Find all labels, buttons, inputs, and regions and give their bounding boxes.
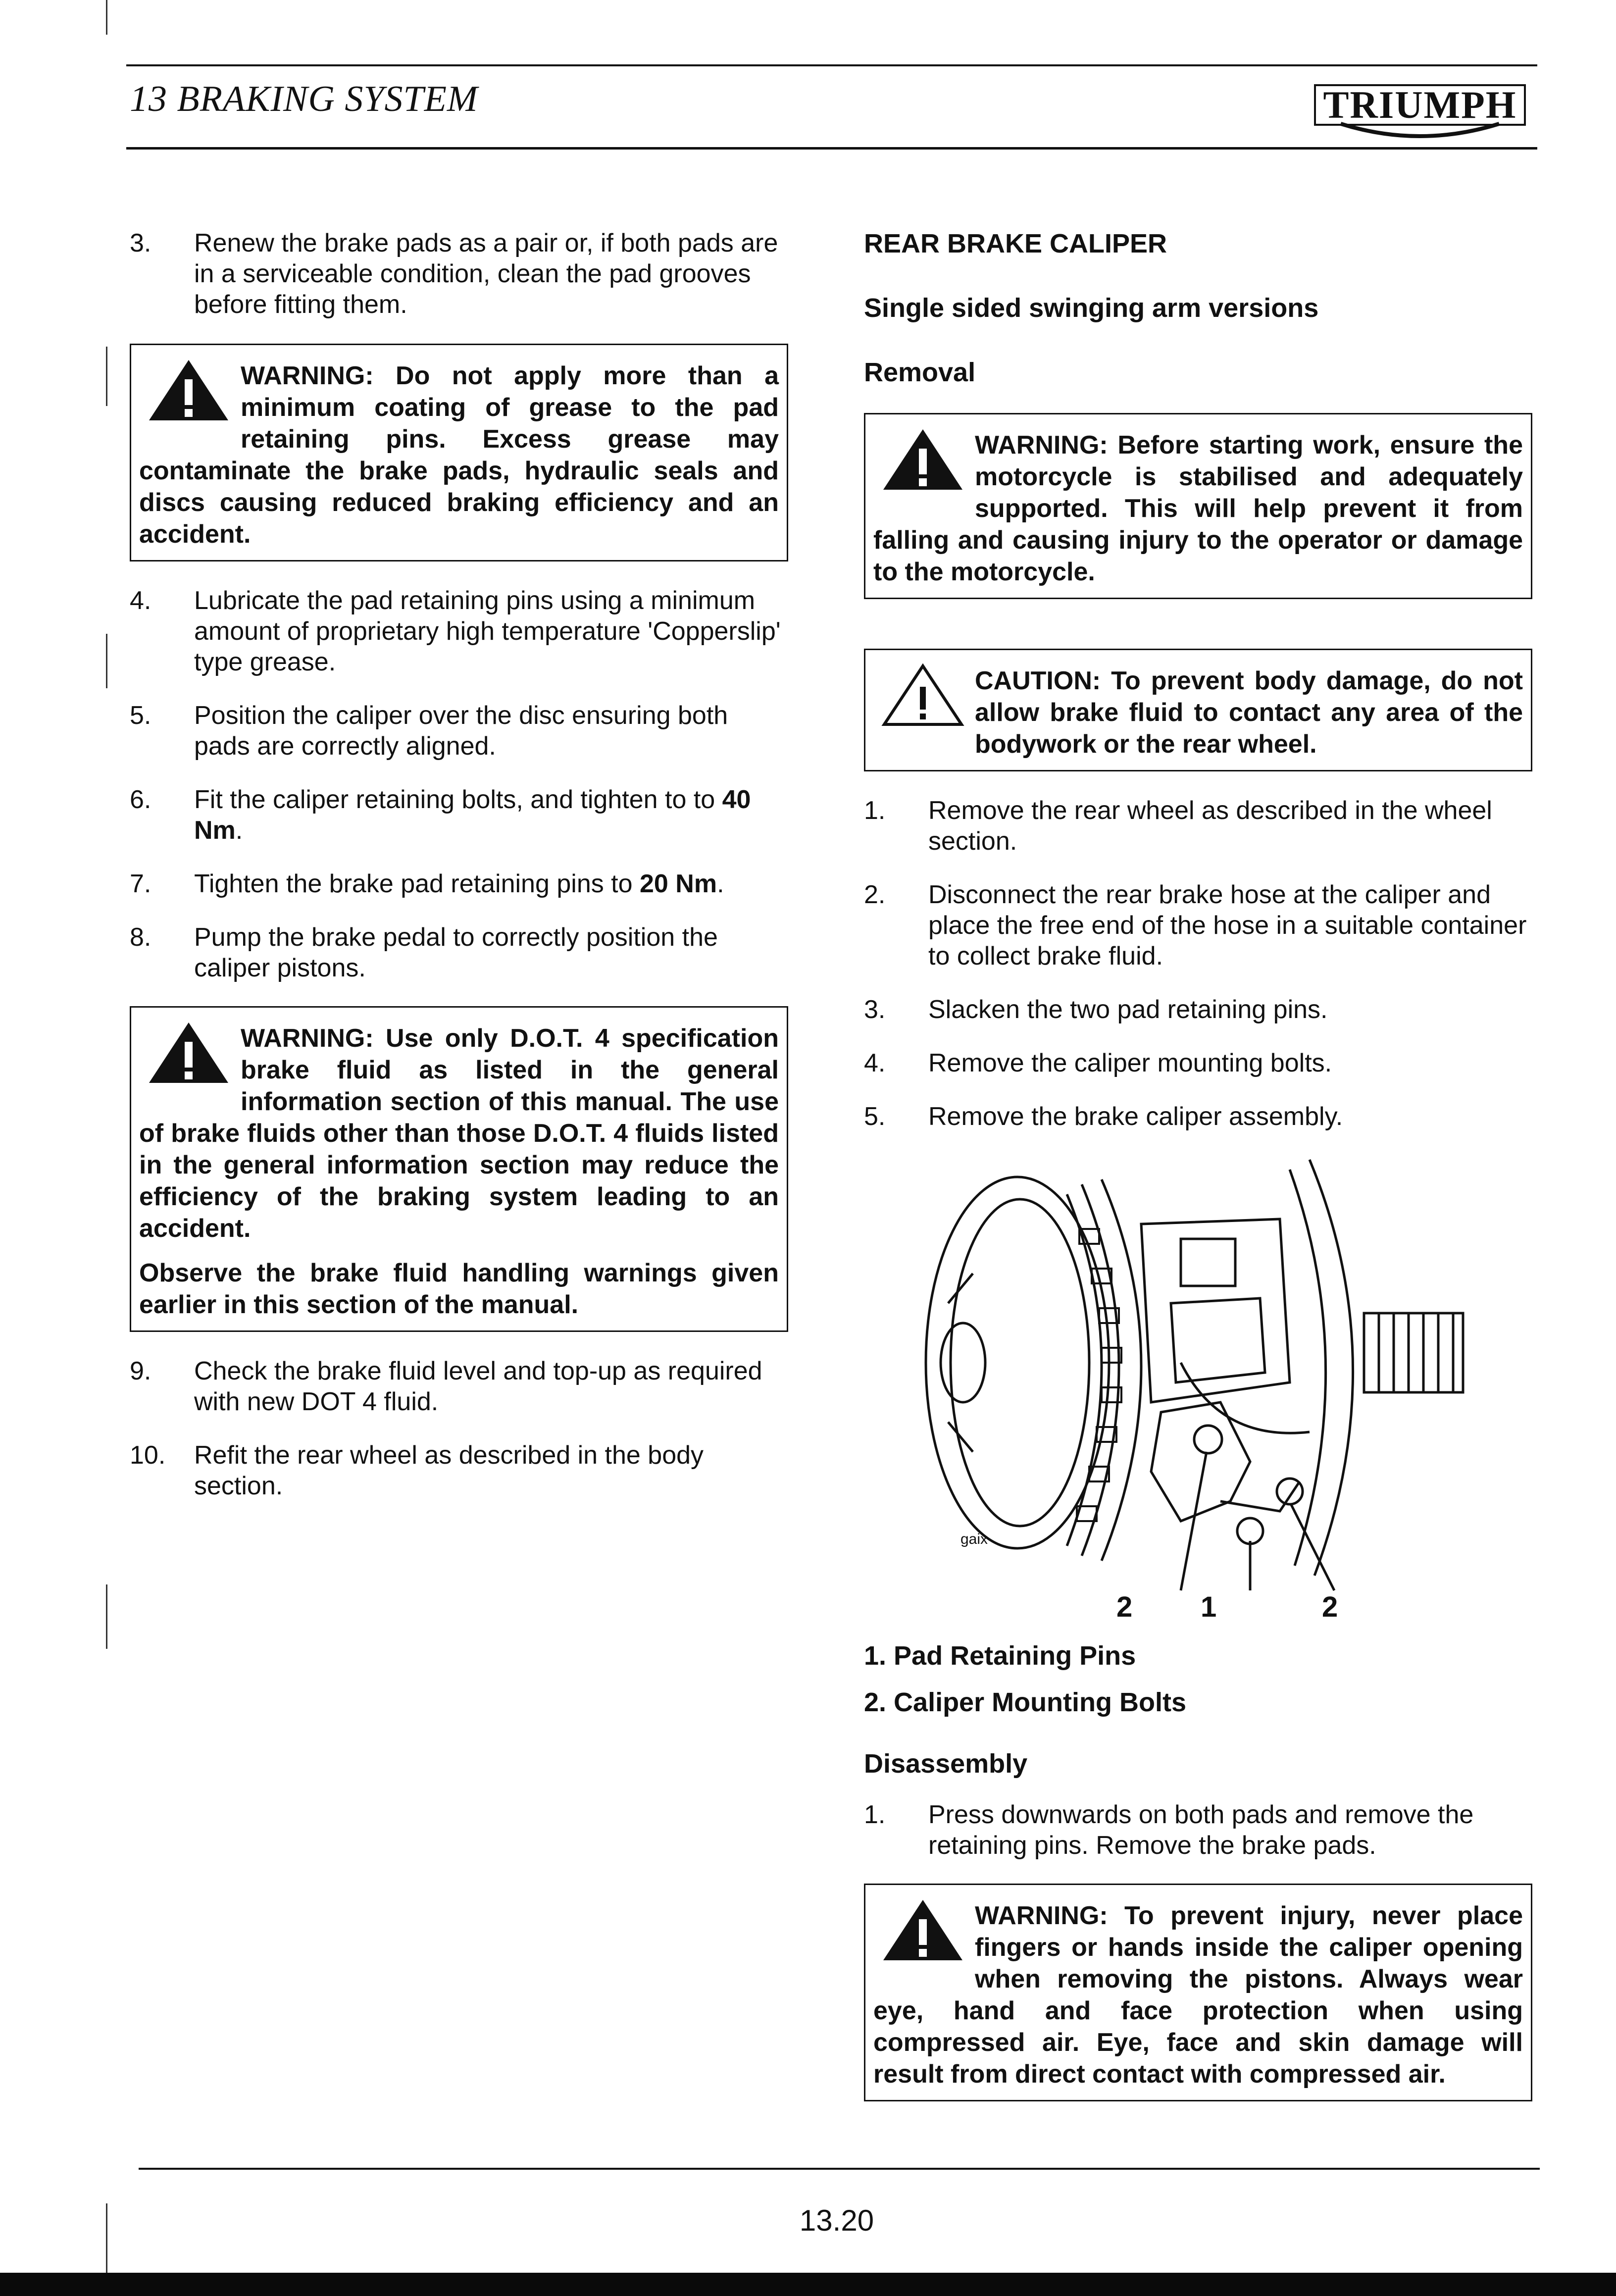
step-number: 4.: [130, 586, 152, 615]
figure-caption: 2. Caliper Mounting Bolts: [864, 1687, 1187, 1717]
header-rule-bottom: [126, 147, 1537, 150]
torque-value: 20 Nm: [640, 869, 717, 898]
warning-box: [130, 1006, 788, 1332]
warning-triangle-icon: [873, 426, 975, 493]
procedure-heading: Disassembly: [864, 1749, 1028, 1779]
list-item: [864, 1101, 1532, 1132]
step-text: Press downwards on both pads and remove the retaining pins. Remove the brake pads.: [928, 1800, 1474, 1860]
list-item: [130, 784, 788, 846]
step-number: 2.: [864, 880, 886, 909]
list-item: [130, 700, 788, 762]
step-number: 7.: [130, 869, 152, 898]
warning-box: [130, 344, 788, 561]
procedure-heading: Removal: [864, 357, 976, 387]
brake-caliper-drawing: [904, 1155, 1473, 1595]
list-item: [864, 795, 1532, 857]
figure-caption: 1. Pad Retaining Pins: [864, 1641, 1136, 1671]
figure-label: 1: [1201, 1591, 1217, 1623]
warning-box: [864, 1884, 1532, 2101]
list-item: [130, 922, 788, 983]
subsection-heading: Single sided swinging arm versions: [864, 293, 1319, 323]
footer-rule: [139, 2168, 1540, 2170]
step-list: [864, 1799, 1532, 1861]
step-text: Remove the brake caliper assembly.: [928, 1102, 1343, 1131]
binding-mark: [106, 634, 107, 688]
step-number: 3.: [864, 995, 886, 1024]
step-number: 5.: [130, 701, 152, 730]
list-item: [130, 868, 788, 899]
step-text: Fit the caliper retaining bolts, and tighten to to 40 Nm.: [194, 785, 751, 845]
warning-box: [864, 413, 1532, 599]
warning-text: WARNING: To prevent injury, never place fingers or hands inside the caliper opening when removing the pistons. Always wear eye, hand and face protection when using compressed air. Eye, face and skin damage will result from direct contact with compressed air.: [873, 1901, 1523, 2089]
warning-triangle-icon: [873, 1897, 975, 1964]
warning-text: WARNING: Before starting work, ensure the motorcycle is stabilised and adequately supported. This will help prevent it from falling and causing injury to the operator or damage to the motorcycle.: [873, 431, 1523, 586]
svg-text:TRIUMPH: TRIUMPH: [1323, 83, 1517, 126]
list-item: [130, 1356, 788, 1417]
step-list: [130, 585, 788, 983]
list-item: [864, 879, 1532, 971]
caution-box: [864, 649, 1532, 771]
figure-code: gaix: [960, 1531, 988, 1547]
step-text: Lubricate the pad retaining pins using a minimum amount of proprietary high temperature 'Copperslip' type grease.: [194, 586, 781, 676]
step-number: 10.: [130, 1441, 166, 1470]
binding-mark: [106, 2203, 107, 2273]
header-rule-top: [126, 64, 1537, 66]
step-text: Refit the rear wheel as described in the body section.: [194, 1441, 704, 1500]
step-text: Position the caliper over the disc ensuring both pads are correctly aligned.: [194, 701, 728, 761]
step-list: [864, 795, 1532, 1132]
list-item: [130, 1440, 788, 1501]
caliper-illustration: [864, 1155, 1532, 1630]
triumph-logo-icon: [1311, 74, 1529, 144]
warning-triangle-icon: [139, 1020, 241, 1086]
warning-text: WARNING: Do not apply more than a minimum coating of grease to the pad retaining pins. Excess grease may contaminate the brake pads, hydraulic seals and discs causing reduced braking efficiency and an accident.: [139, 361, 779, 549]
page-number: 13.20: [799, 2204, 874, 2237]
step-number: 4.: [864, 1049, 886, 1077]
list-item: [864, 1048, 1532, 1078]
list-item: [130, 585, 788, 677]
figure-label: 2: [1116, 1591, 1133, 1623]
binding-mark: [106, 0, 107, 35]
warning-text: Observe the brake fluid handling warnings given earlier in this section of the manual.: [139, 1259, 779, 1319]
step-text: Disconnect the rear brake hose at the caliper and place the free end of the hose in a suitable container to collect brake fluid.: [928, 880, 1527, 970]
step-text: Pump the brake pedal to correctly position the caliper pistons.: [194, 923, 718, 982]
list-item: [864, 1799, 1532, 1861]
warning-text: WARNING: Use only D.O.T. 4 specification brake fluid as listed in the general information section of this manual. The use of brake fluids other than those D.O.T. 4 fluids listed in the general information section may reduce the efficiency of the braking system leading to an accident.: [139, 1024, 779, 1243]
step-number: 1.: [864, 1800, 886, 1829]
step-number: 6.: [130, 785, 152, 814]
figure-label: 2: [1322, 1591, 1338, 1623]
step-text: Slacken the two pad retaining pins.: [928, 995, 1328, 1024]
step-text: Remove the rear wheel as described in the wheel section.: [928, 796, 1492, 856]
step-text: Tighten the brake pad retaining pins to 20 Nm.: [194, 869, 724, 898]
binding-mark: [106, 347, 107, 406]
binding-mark: [106, 1584, 107, 1649]
section-heading: REAR BRAKE CALIPER: [864, 229, 1167, 258]
step-text: Check the brake fluid level and top-up as required with new DOT 4 fluid.: [194, 1357, 762, 1416]
caution-text: CAUTION: To prevent body damage, do not allow brake fluid to contact any area of the bodywork or the rear wheel.: [975, 666, 1523, 759]
step-list: [130, 1356, 788, 1501]
step-number: 9.: [130, 1357, 152, 1385]
list-item: 3. Renew the brake pads as a pair or, if both pads are in a serviceable condition, clean the pad grooves before fitting them.: [130, 229, 778, 319]
right-column: [864, 228, 1532, 2125]
left-column: [130, 228, 788, 1524]
caution-triangle-icon: [873, 662, 975, 729]
scan-border: [0, 2273, 1616, 2296]
torque-value: 40 Nm: [194, 785, 751, 845]
list-item: [864, 994, 1532, 1025]
step-number: 5.: [864, 1102, 886, 1131]
page-title: 13 BRAKING SYSTEM: [130, 79, 478, 119]
warning-triangle-icon: [139, 357, 241, 424]
step-number: 8.: [130, 923, 152, 952]
step-text: Remove the caliper mounting bolts.: [928, 1049, 1332, 1077]
step-number: 1.: [864, 796, 886, 825]
